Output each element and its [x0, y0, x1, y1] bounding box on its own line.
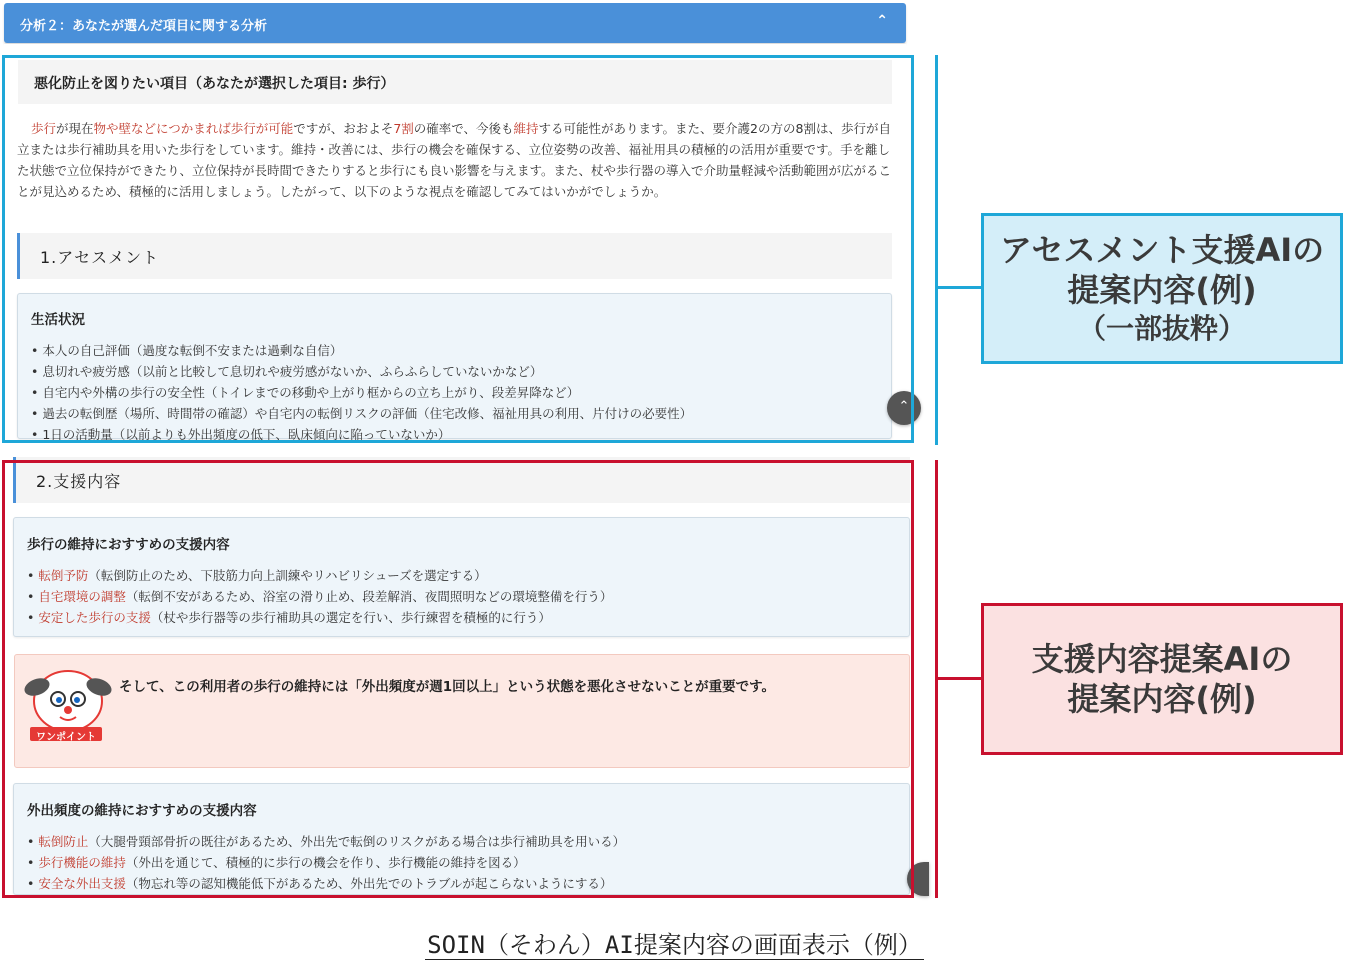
- card-title: 外出頻度の維持におすすめの支援内容: [27, 803, 257, 819]
- callout-line: 提案内容(例): [1067, 680, 1257, 718]
- one-point-badge: ワンポイント: [36, 732, 96, 743]
- card-title: 歩行の維持におすすめの支援内容: [27, 537, 230, 553]
- blue-bracket-line: [935, 55, 938, 445]
- intro-text: が現在: [56, 121, 94, 136]
- list-item: • 過去の転倒歴（場所、時間帯の確認）や自宅内の転倒リスクの評価（住宅改修、福祉用具の利用、片付けの必要性）: [31, 403, 878, 424]
- caption-text: SOIN（そわん）AI提案内容の画面表示（例）: [427, 931, 922, 959]
- list-item: • 息切れや疲労感（以前と比較して息切れや疲労感がないか、ふらふらしていないかなど）: [31, 361, 878, 382]
- list-item: • 自宅内や外構の歩行の安全性（トイレまでの移動や上がり框からの立ち上がり、段差昇降など）: [31, 382, 878, 403]
- chevron-up-icon: ⌃: [898, 399, 910, 414]
- red-connector-line: [938, 677, 982, 680]
- one-point-text: そして、この利用者の歩行の維持には「外出頻度が週1回以上」という状態を悪化させないことが重要です。: [119, 679, 776, 695]
- support-desc: （物忘れ等の認知機能低下があるため、外出先でのトラブルが起こらないようにする）: [125, 876, 613, 891]
- callout-line: 提案内容(例): [1067, 270, 1257, 309]
- support-key: 転倒防止: [38, 834, 89, 849]
- blue-connector-line: [938, 286, 982, 289]
- support-key: 安全な外出支援: [38, 876, 126, 891]
- support-desc: （外出を通じて、積極的に歩行の機会を作り、歩行機能の維持を図る）: [125, 855, 526, 870]
- assessment-ai-callout: [981, 213, 1343, 364]
- support-desc: （杖や歩行器等の歩行補助具の選定を行い、歩行練習を積極的に行う）: [150, 610, 551, 625]
- list-item: • 1日の活動量（以前よりも外出頻度の低下、臥床傾向に陥っていないか）: [31, 424, 878, 445]
- section-support-heading: 2.支援内容: [13, 457, 910, 503]
- highlight-walking: 歩行: [31, 121, 57, 136]
- callout-line: （一部抜粋）: [1077, 311, 1246, 345]
- assessment-highlight-frame: [2, 55, 914, 443]
- callout-line: アセスメント支援AIの: [999, 230, 1325, 269]
- support-key: 安定した歩行の支援: [38, 610, 151, 625]
- target-item-heading: 悪化防止を図りたい項目（あなたが選択した項目: 歩行）: [18, 60, 892, 104]
- support-desc: （転倒不安があるため、浴室の滑り止め、段差解消、夜間照明などの環境整備を行う）: [125, 589, 613, 604]
- intro-text: する可能性があります。また、要介護2の方の8割は、歩行が自立または歩行補助具を用いた歩行をしています。維持・改善には、歩行の機会を確保する、立位姿勢の改善、福祉用具の積極的の活用が重要です。手を離した状態で立位保持ができたり、立位保持が長時間できたりすると歩行にも良い影響を与えます。また、杖や歩行器の導入で介助量軽減や活動範囲が広がることが見込めるため、積極的に活用しましょう。したがって、以下のような視点を確認してみてはいかがでしょうか。: [17, 121, 892, 199]
- section-assessment-heading: 1.アセスメント: [17, 233, 892, 279]
- support-key: 自宅環境の調整: [38, 589, 126, 604]
- intro-text: の確率で、今後も: [413, 121, 514, 136]
- list-item: • 本人の自己評価（過度な転倒不安または過剰な自信）: [31, 340, 878, 361]
- highlight-current-status: 物や壁などにつかまれば歩行が可能: [93, 121, 294, 136]
- chevron-up-icon[interactable]: ⌃: [876, 13, 888, 29]
- highlight-probability: 7割: [393, 121, 414, 136]
- card-title: 生活状況: [31, 312, 85, 328]
- support-desc: （大腿骨頸部骨折の既往があるため、外出先で転倒のリスクがある場合は歩行補助具を用いる）: [88, 834, 626, 849]
- intro-text: ですが、おおよそ: [293, 121, 394, 136]
- section-header-title: 分析２：あなたが選んだ項目に関する分析: [20, 19, 268, 34]
- support-highlight-frame: [2, 460, 914, 898]
- section-header-bar[interactable]: [4, 3, 906, 43]
- figure-caption: [0, 925, 1349, 960]
- support-desc: （転倒防止のため、下肢筋力向上訓練やリハビリシューズを選定する）: [88, 568, 487, 583]
- support-ai-callout: [981, 603, 1343, 755]
- support-key: 転倒予防: [38, 568, 89, 583]
- support-key: 歩行機能の維持: [38, 855, 126, 870]
- callout-line: 支援内容提案AIの: [1031, 640, 1293, 678]
- highlight-maintain: 維持: [513, 121, 539, 136]
